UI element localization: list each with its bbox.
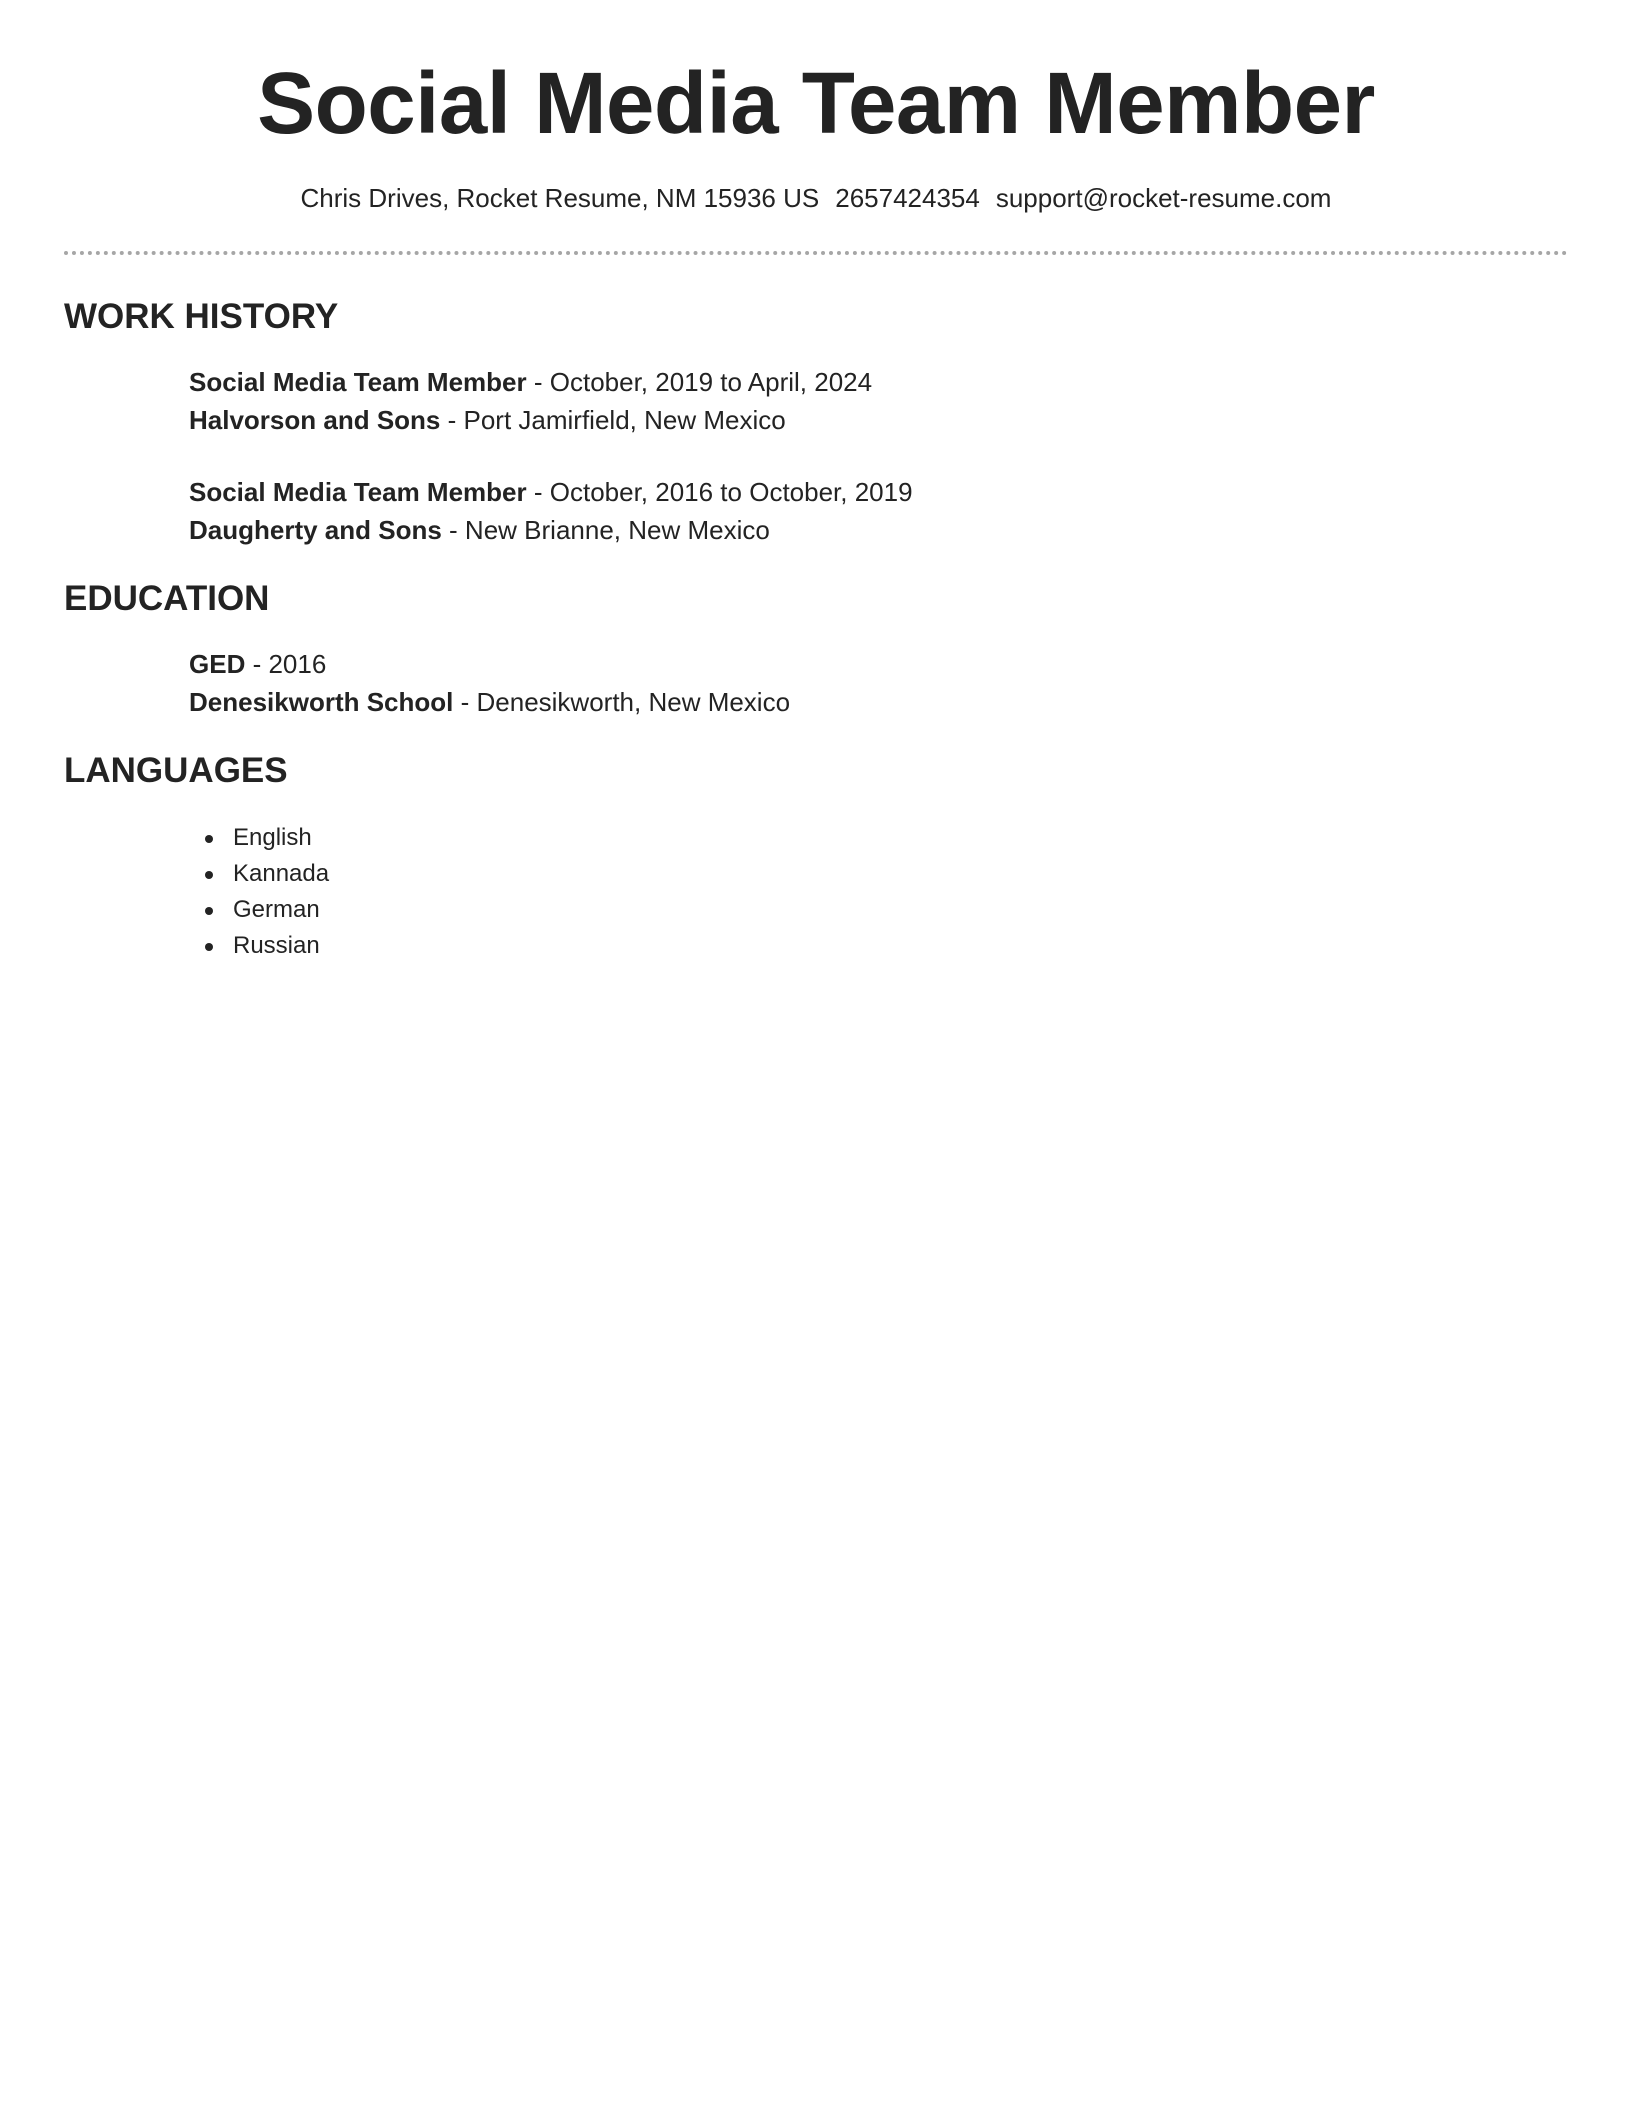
contact-email: support@rocket-resume.com: [995, 183, 1332, 213]
work-entry-1-location: - Port Jamirfield, New Mexico: [440, 405, 786, 435]
education-heading: EDUCATION: [64, 579, 270, 618]
list-item: [189, 892, 329, 928]
work-history-heading: WORK HISTORY: [64, 297, 339, 336]
work-entry-2-title: Social Media Team Member: [189, 477, 527, 507]
language-label: English: [233, 824, 312, 851]
work-entry-2-employer: Daugherty and Sons: [189, 515, 442, 545]
education-degree-line: [189, 646, 326, 682]
languages-heading: LANGUAGES: [64, 751, 288, 790]
contact-address: Chris Drives, Rocket Resume, NM 15936 US: [300, 183, 820, 213]
bullet-icon: [205, 943, 213, 951]
education-school: Denesikworth School: [189, 687, 454, 717]
list-item: [189, 820, 329, 856]
resume-title: Social Media Team Member: [257, 55, 1375, 152]
work-entry-2-title-line: [189, 474, 913, 510]
work-entry-2-employer-line: [189, 512, 770, 548]
work-entry-1-employer: Halvorson and Sons: [189, 405, 441, 435]
work-entry-2-location: - New Brianne, New Mexico: [441, 515, 770, 545]
header-divider: [64, 251, 1568, 255]
education-school-line: [189, 684, 790, 720]
work-entry-2-dates: - October, 2016 to October, 2019: [526, 477, 913, 507]
language-label: Kannada: [233, 860, 330, 887]
contact-line: [0, 180, 1632, 216]
bullet-icon: [205, 907, 213, 915]
work-entry-1-title-line: [189, 364, 872, 400]
education-location: - Denesikworth, New Mexico: [453, 687, 791, 717]
language-label: German: [233, 896, 320, 923]
bullet-icon: [205, 835, 213, 843]
languages-list: [189, 820, 329, 964]
bullet-icon: [205, 871, 213, 879]
work-entry-1-title: Social Media Team Member: [189, 367, 527, 397]
education-degree: GED: [189, 649, 246, 679]
work-entry-1-employer-line: [189, 402, 786, 438]
language-label: Russian: [233, 932, 320, 959]
education-year: - 2016: [245, 649, 327, 679]
work-entry-1-dates: - October, 2019 to April, 2024: [526, 367, 873, 397]
list-item: [189, 928, 329, 964]
contact-phone: 2657424354: [835, 183, 980, 213]
list-item: [189, 856, 329, 892]
